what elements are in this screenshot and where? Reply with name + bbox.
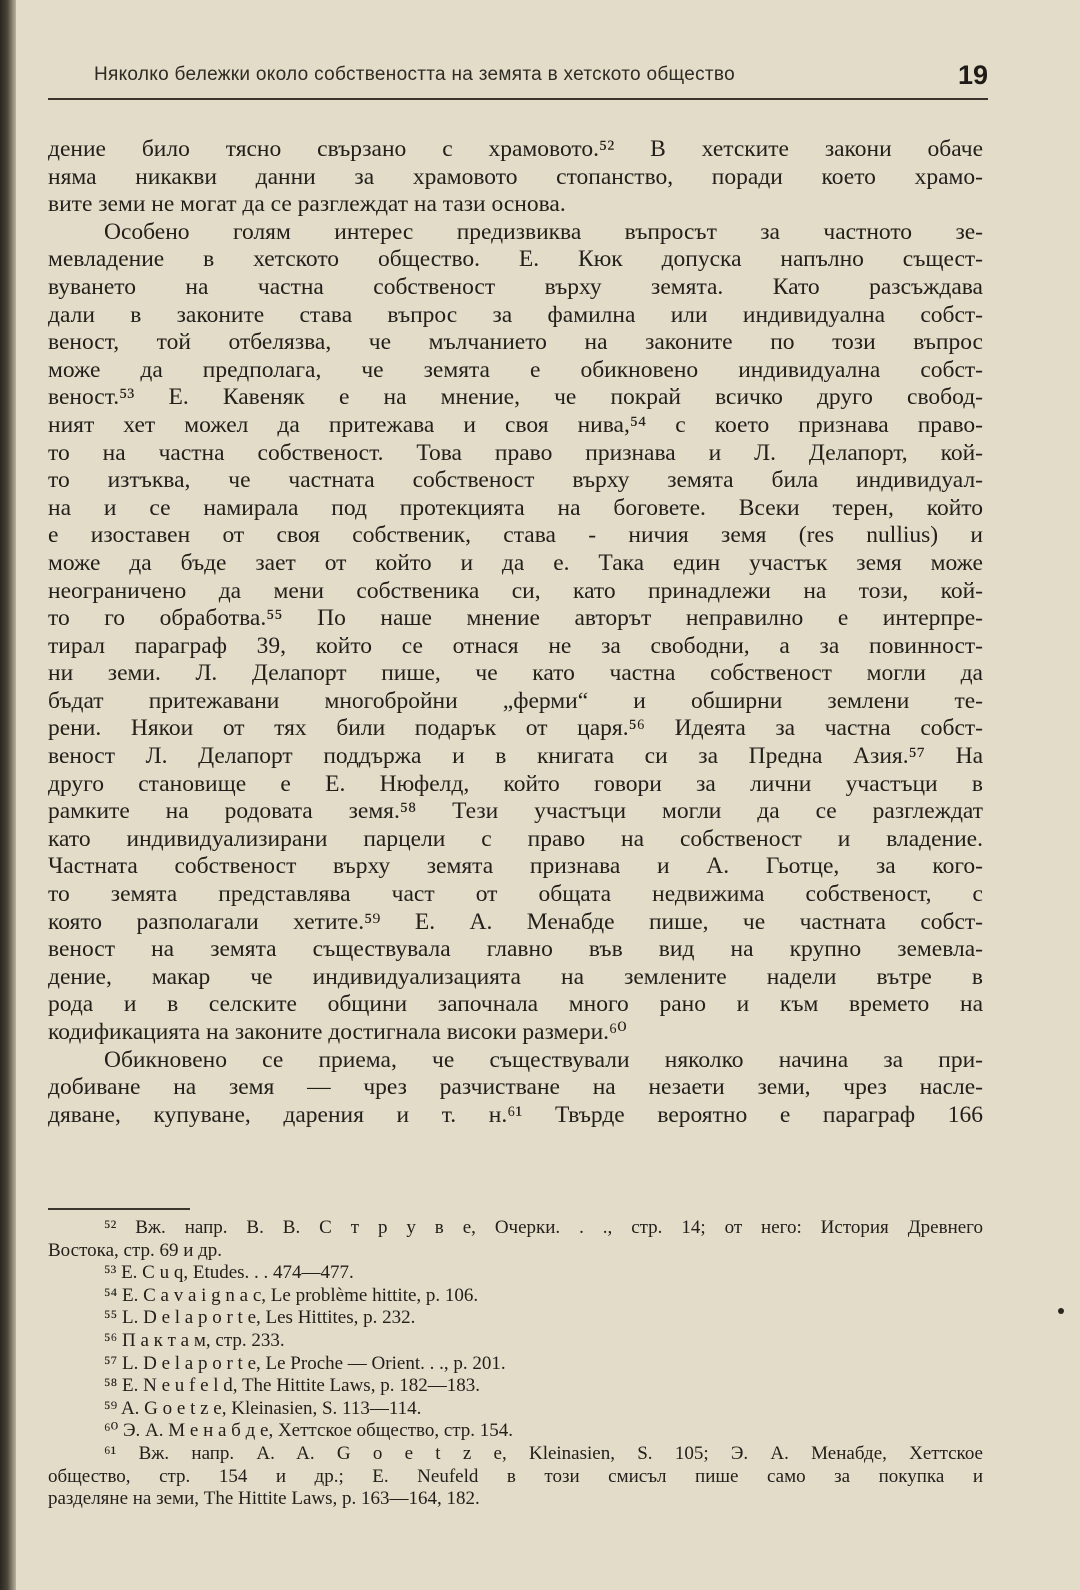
body-line: рода и в селските общини започнала много рано и към времето на: [48, 991, 983, 1018]
body-line: то земята представлява част от общата недвижима собственост, с: [48, 881, 983, 908]
body-line: дали в законите става въпрос за фамилна или индивидуална собст-: [48, 301, 983, 328]
running-head: Няколко бележки около собствеността на земята в хетското общество: [94, 64, 735, 85]
body-line: веност.⁵³ Е. Кавеняк е на мнение, че покрай всичко друго свобод-: [48, 384, 983, 411]
body-line: е изоставен от своя собственик, става - ничия земя (res nullius) и: [48, 522, 983, 549]
body-line: Обикновено се приема, че съществували няколко начина за при-: [104, 1046, 983, 1073]
footnote-rule: [48, 1208, 190, 1210]
body-line: друго становище е Е. Нюфелд, който говори за лични участъци в: [48, 770, 983, 797]
footnote-line: ⁵² Вж. напр. В. В. С т р у в е, Очерки. . ., стр. 14; от него: История Древнего: [104, 1217, 983, 1238]
body-text: [48, 136, 983, 1129]
body-line: то го обработва.⁵⁵ По наше мнение авторът неправилно е интерпре-: [48, 605, 983, 632]
footnote-line: ⁵⁵ L. D e l a p o r t e, Les Hittites, p. 232.: [104, 1307, 416, 1329]
body-line: неограничено да мени собственика си, като принадлежи на този, кой-: [48, 577, 983, 604]
page-header: [48, 56, 988, 106]
body-line: рамките на родовата земя.⁵⁸ Тези участъци могли да се разглеждат: [48, 798, 983, 825]
body-line: то на частна собственост. Това право признава и Л. Делапорт, кой-: [48, 439, 983, 466]
footnote-line: ⁵³ E. C u q, Etudes. . . 474—477.: [104, 1262, 354, 1284]
body-line: мевладение в хетското общество. Е. Кюк допуска напълно същест-: [48, 246, 983, 273]
footnote-line: Востока, стр. 69 и др.: [48, 1239, 223, 1261]
body-line: кодификацията на законите достигнала високи размери.⁶⁰: [48, 1019, 627, 1045]
footnote-line: ⁵⁸ E. N e u f e l d, The Hittite Laws, p. 182—183.: [104, 1375, 480, 1397]
body-line: няма никакви данни за храмовото стопанство, поради което храмо-: [48, 163, 983, 190]
body-line: като индивидуализирани парцели с право на собственост и владение.: [48, 825, 983, 852]
body-line: дение било тясно свързано с храмовото.⁵² В хетските закони обаче: [48, 136, 983, 162]
body-line: рени. Някои от тях били подарък от царя.⁵⁶ Идеята за частна собст-: [48, 715, 983, 742]
body-line: може да бъде зает от който и да е. Така един участък земя може: [48, 549, 983, 576]
footnotes: [48, 1217, 983, 1511]
body-line: веност, той отбелязва, че мълчанието на законите по този въпрос: [48, 329, 983, 356]
footnote-line: ⁵⁶ П а к т а м, стр. 233.: [104, 1329, 285, 1351]
footnote-line: разделяне на земи, The Hittite Laws, p. 163—164, 182.: [48, 1488, 480, 1510]
body-line: може да предполага, че земята е обикновено индивидуална собст-: [48, 356, 983, 383]
body-line: ният хет можел да притежава и своя нива,⁵⁴ с което признава право-: [48, 411, 983, 438]
body-line: която разполагали хетите.⁵⁹ Е. А. Менабде пише, че частната собст-: [48, 908, 983, 935]
body-line: дение, макар че индивидуализацията на землените надели вътре в: [48, 963, 983, 990]
body-line: веност на земята съществувала главно във вид на крупно земевла-: [48, 936, 983, 963]
body-line: бъдат притежавани многобройни „ферми“ и обширни землени те-: [48, 687, 983, 714]
body-line: ни земи. Л. Делапорт пише, че като частна собственост могли да: [48, 660, 983, 687]
body-line: Частната собственост върху земята признава и А. Гьотце, за кого-: [48, 853, 983, 880]
body-line: то изтъква, че частната собственост върху земята била индивидуал-: [48, 467, 983, 494]
body-line: вите земи не могат да се разглеждат на тази основа.: [48, 191, 566, 218]
header-rule: [48, 98, 988, 100]
footnote-line: ⁵⁴ E. C a v a i g n a c, Le problème hittite, p. 106.: [104, 1284, 479, 1306]
footnote-line: ⁵⁷ L. D e l a p o r t e, Le Proche — Orient. . ., p. 201.: [104, 1352, 506, 1374]
footnote-line: ⁶¹ Вж. напр. A. A. G o e t z e, Kleinasien, S. 105; Э. А. Менабде, Хеттское: [104, 1442, 983, 1464]
footnote-line: ⁶⁰ Э. А. М е н а б д е, Хеттское общество, стр. 154.: [104, 1420, 514, 1442]
body-line: на и се намирала под протекцията на боговете. Всеки терен, който: [48, 494, 983, 521]
page-speck: [1058, 1308, 1064, 1314]
footnote-line: общество, стр. 154 и др.; E. Neufeld в този смисъл пише само за покупка и: [48, 1465, 983, 1487]
body-line: тирал параграф 39, който се отнася не за свободни, а за повинност-: [48, 632, 983, 659]
body-line: дяване, купуване, дарения и т. н.⁶¹ Твърде вероятно е параграф 166: [48, 1101, 983, 1128]
footnote-line: ⁵⁹ A. G o e t z e, Kleinasien, S. 113—114.: [104, 1397, 422, 1419]
body-line: Особено голям интерес предизвиква въпросът за частното зе-: [104, 218, 983, 245]
book-spine-shadow: [0, 0, 16, 1590]
body-line: веност Л. Делапорт поддържа и в книгата си за Предна Азия.⁵⁷ На: [48, 743, 983, 770]
page-number: 19: [957, 60, 988, 90]
body-line: добиване на земя — чрез разчистване на незаети земи, чрез насле-: [48, 1074, 983, 1101]
body-line: вуването на частна собственост върху земята. Като разсъждава: [48, 273, 983, 300]
